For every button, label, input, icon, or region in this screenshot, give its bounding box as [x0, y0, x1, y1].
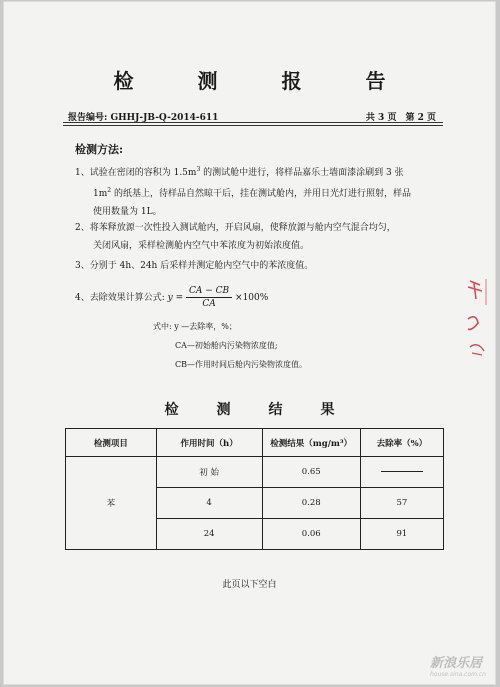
result-table: [65, 428, 444, 550]
cell-result: 0.28: [262, 488, 360, 519]
legend-line-2: CA—初始舱内污染物浓度值;: [175, 341, 278, 350]
result-heading: 检 测 结 果: [164, 402, 347, 418]
watermark-brand: 新浪乐居: [429, 656, 482, 671]
header-rule-thick: [63, 125, 443, 126]
page-info-pre: 共: [365, 113, 379, 123]
method-heading: 检测方法:: [75, 143, 124, 156]
cell-result: 0.65: [262, 457, 360, 488]
dash-mark: [381, 471, 423, 472]
header-rule: [63, 122, 443, 123]
red-stamp-icon: [464, 279, 490, 361]
cell-time: 24: [156, 519, 262, 550]
cell-rate: 91: [360, 519, 443, 550]
table-row: [66, 457, 444, 488]
blank-notice: 此页以下空白: [222, 580, 277, 590]
method-step-4: [75, 285, 445, 310]
cell-result: 0.06: [262, 519, 360, 550]
table-header-row: [66, 429, 444, 457]
page-title: 检 测 报 告: [113, 69, 408, 93]
header-time: 作用时间（h）: [156, 429, 262, 457]
cell-rate-dash: [360, 457, 443, 488]
formula-lhs: y =: [167, 293, 184, 303]
cell-time: 4: [156, 488, 262, 519]
cell-item: 苯: [66, 457, 157, 550]
watermark-url: house.sina.com.cn: [429, 671, 486, 678]
page-current: 2: [417, 113, 424, 123]
step1-c: 1m: [93, 189, 108, 199]
header-rate: 去除率（%）: [360, 429, 443, 457]
step1-d: 的纸基上，待样品自然晾干后，挂在测试舱内，并用日光灯进行照射，样品: [111, 189, 411, 199]
page-total: 3: [378, 113, 385, 123]
method-step-3: 3、分别于 4h、24h 后采样并测定舱内空气中的苯浓度值。: [75, 261, 314, 271]
step1-line1: 1、试验在密闭的容积为 $1.5m^3$ 的测试舱中进行，将样品嘉乐士墙面漆涂刷到 3 张: [75, 166, 404, 178]
legend-line-3: CB—作用时间后舱内污染物浓度值。: [175, 360, 307, 369]
step2-line1: 2、将苯释放源一次性投入测试舱内，开启风扇，使释放源与舱内空气混合均匀，: [75, 223, 396, 233]
formula-fraction: [186, 285, 232, 310]
report-number-label: 报告编号:: [68, 113, 111, 123]
formula-suffix: ×100%: [235, 293, 269, 303]
cell-time: 初 始: [156, 457, 262, 488]
step1-line3: 使用数量为 1L。: [93, 207, 162, 217]
step1-b: 的测试舱中进行，将样品嘉乐士墙面漆涂刷到 3 张: [200, 168, 404, 178]
header-result: 检测结果（mg/m³）: [262, 429, 360, 457]
watermark: [430, 652, 486, 678]
page-info-mid: 页 第: [384, 113, 418, 123]
report-number-value: GHHJ-JB-Q-2014-611: [110, 113, 219, 123]
report-page: [3, 1, 496, 685]
formula-numerator: CA − CB: [186, 285, 232, 298]
cell-rate: 57: [360, 488, 443, 519]
step1-a: 1、试验在密闭的容积为 1.5m: [75, 168, 197, 178]
step1-line2: $1m^2$ 的纸基上，待样品自然晾干后，挂在测试舱内，并用日光灯进行照射，样品: [93, 187, 411, 199]
method-step-2: [75, 219, 445, 255]
formula-denominator: CA: [202, 299, 216, 309]
step4-prefix: 4、去除效果计算公式:: [75, 293, 168, 303]
method-step-1: [75, 161, 445, 221]
step2-line2: 关闭风扇，采样检测舱内空气中苯浓度为初始浓度值。: [93, 241, 310, 251]
legend-line-1: 式中: y —去除率，%；: [153, 322, 237, 331]
page-info-post: 页: [423, 113, 436, 123]
header-item: 检测项目: [66, 429, 157, 457]
